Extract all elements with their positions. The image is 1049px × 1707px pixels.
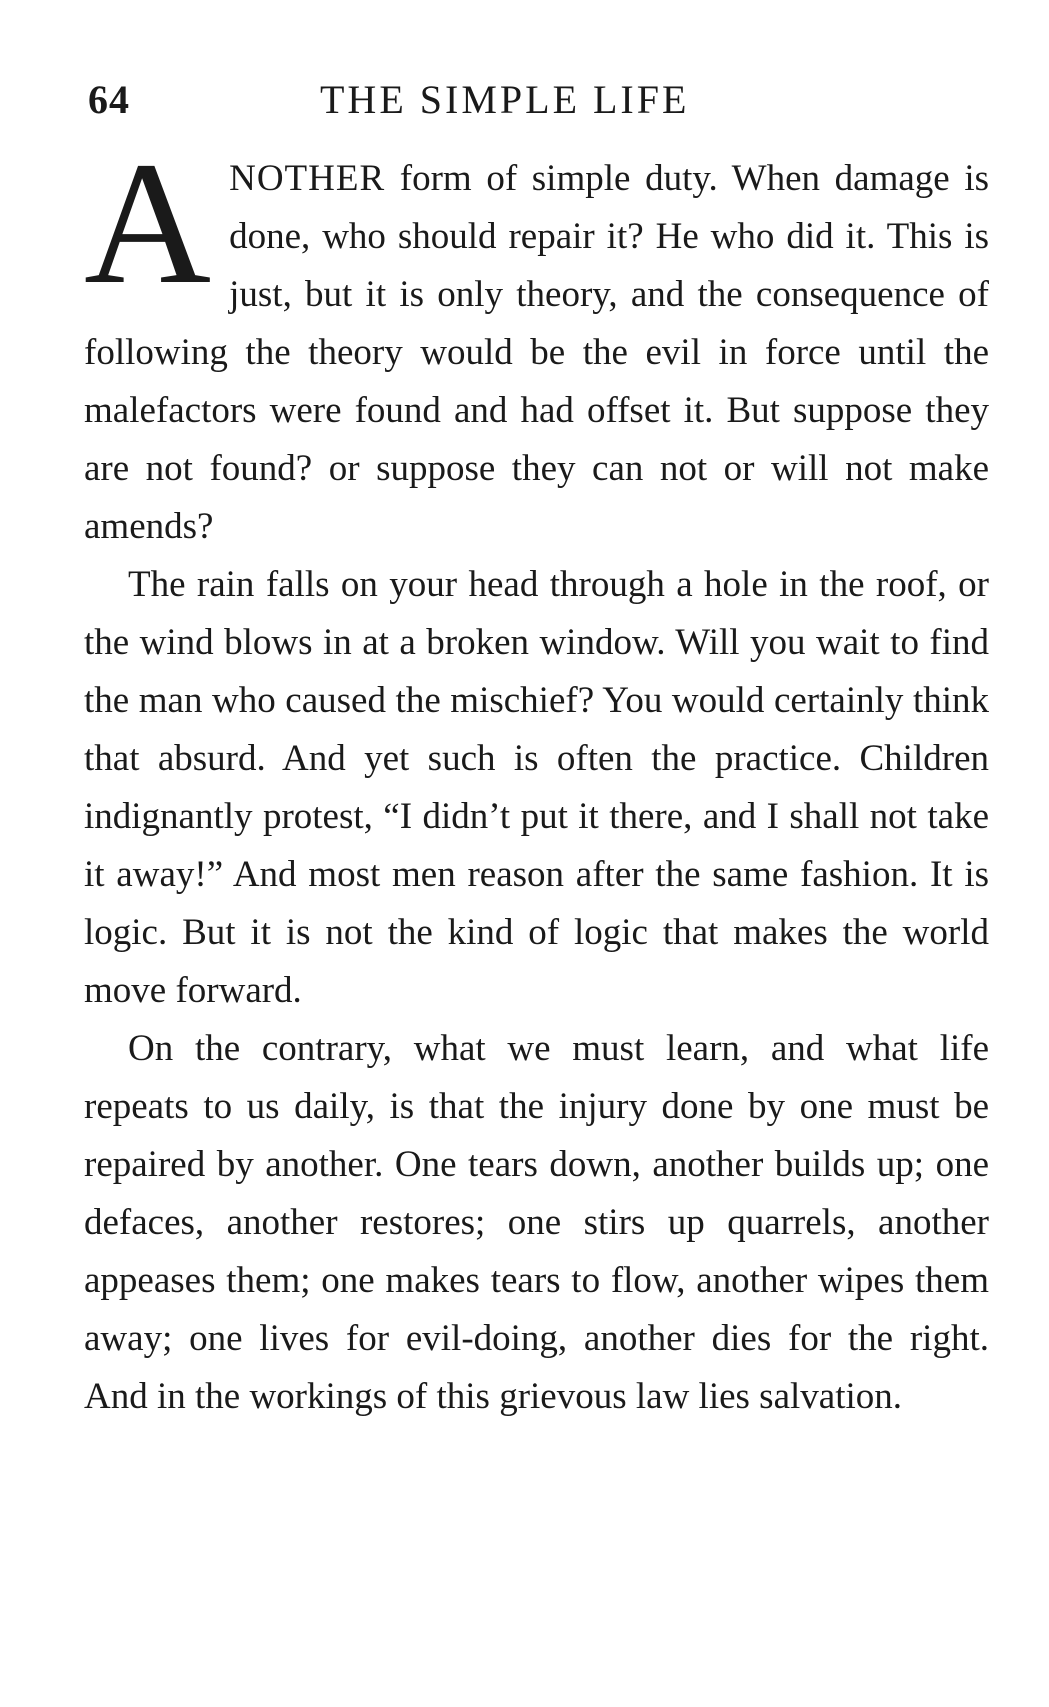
paragraph-2: The rain falls on your head through a hole in the roof, or the wind blows in at a broken window. Will you wait to find the man who caused the mischief? You would certainly think that absurd. And yet such is often the practice. Children indignantly protest, “I didn’t put it there, and I shall not take it away!” And most men reason after the same fashion. It is logic. But it is not the kind of logic that makes the world move forward. [84,564,989,1011]
drop-cap: A [84,126,212,321]
paragraph-1-lead: NOTHER [229,158,386,199]
page-header [88,76,988,126]
paragraph-1-text: form of simple duty. When damage is done, who should repair it? He who did it. This is just, but it is only theory, and the consequence of following the theory would be the evil in force until the malefactors were found and had offset it. But suppose they are not found? or suppose they can not or will not make amends? [84,158,989,547]
paragraph-3: On the contrary, what we must learn, and what life repeats to us daily, is that the injury done by one must be repaired by another. One tears down, another builds up; one defaces, another restores; one stirs up quarrels, another appeases them; one makes tears to flow, another wipes them away; one lives for evil-doing, another dies for the right. And in the workings of this grievous law lies salvation. [84,1028,989,1417]
running-title: THE SIMPLE LIFE [320,77,690,122]
paragraph-1 [84,126,989,556]
body-text [84,126,989,1426]
page-number: 64 [88,77,130,122]
